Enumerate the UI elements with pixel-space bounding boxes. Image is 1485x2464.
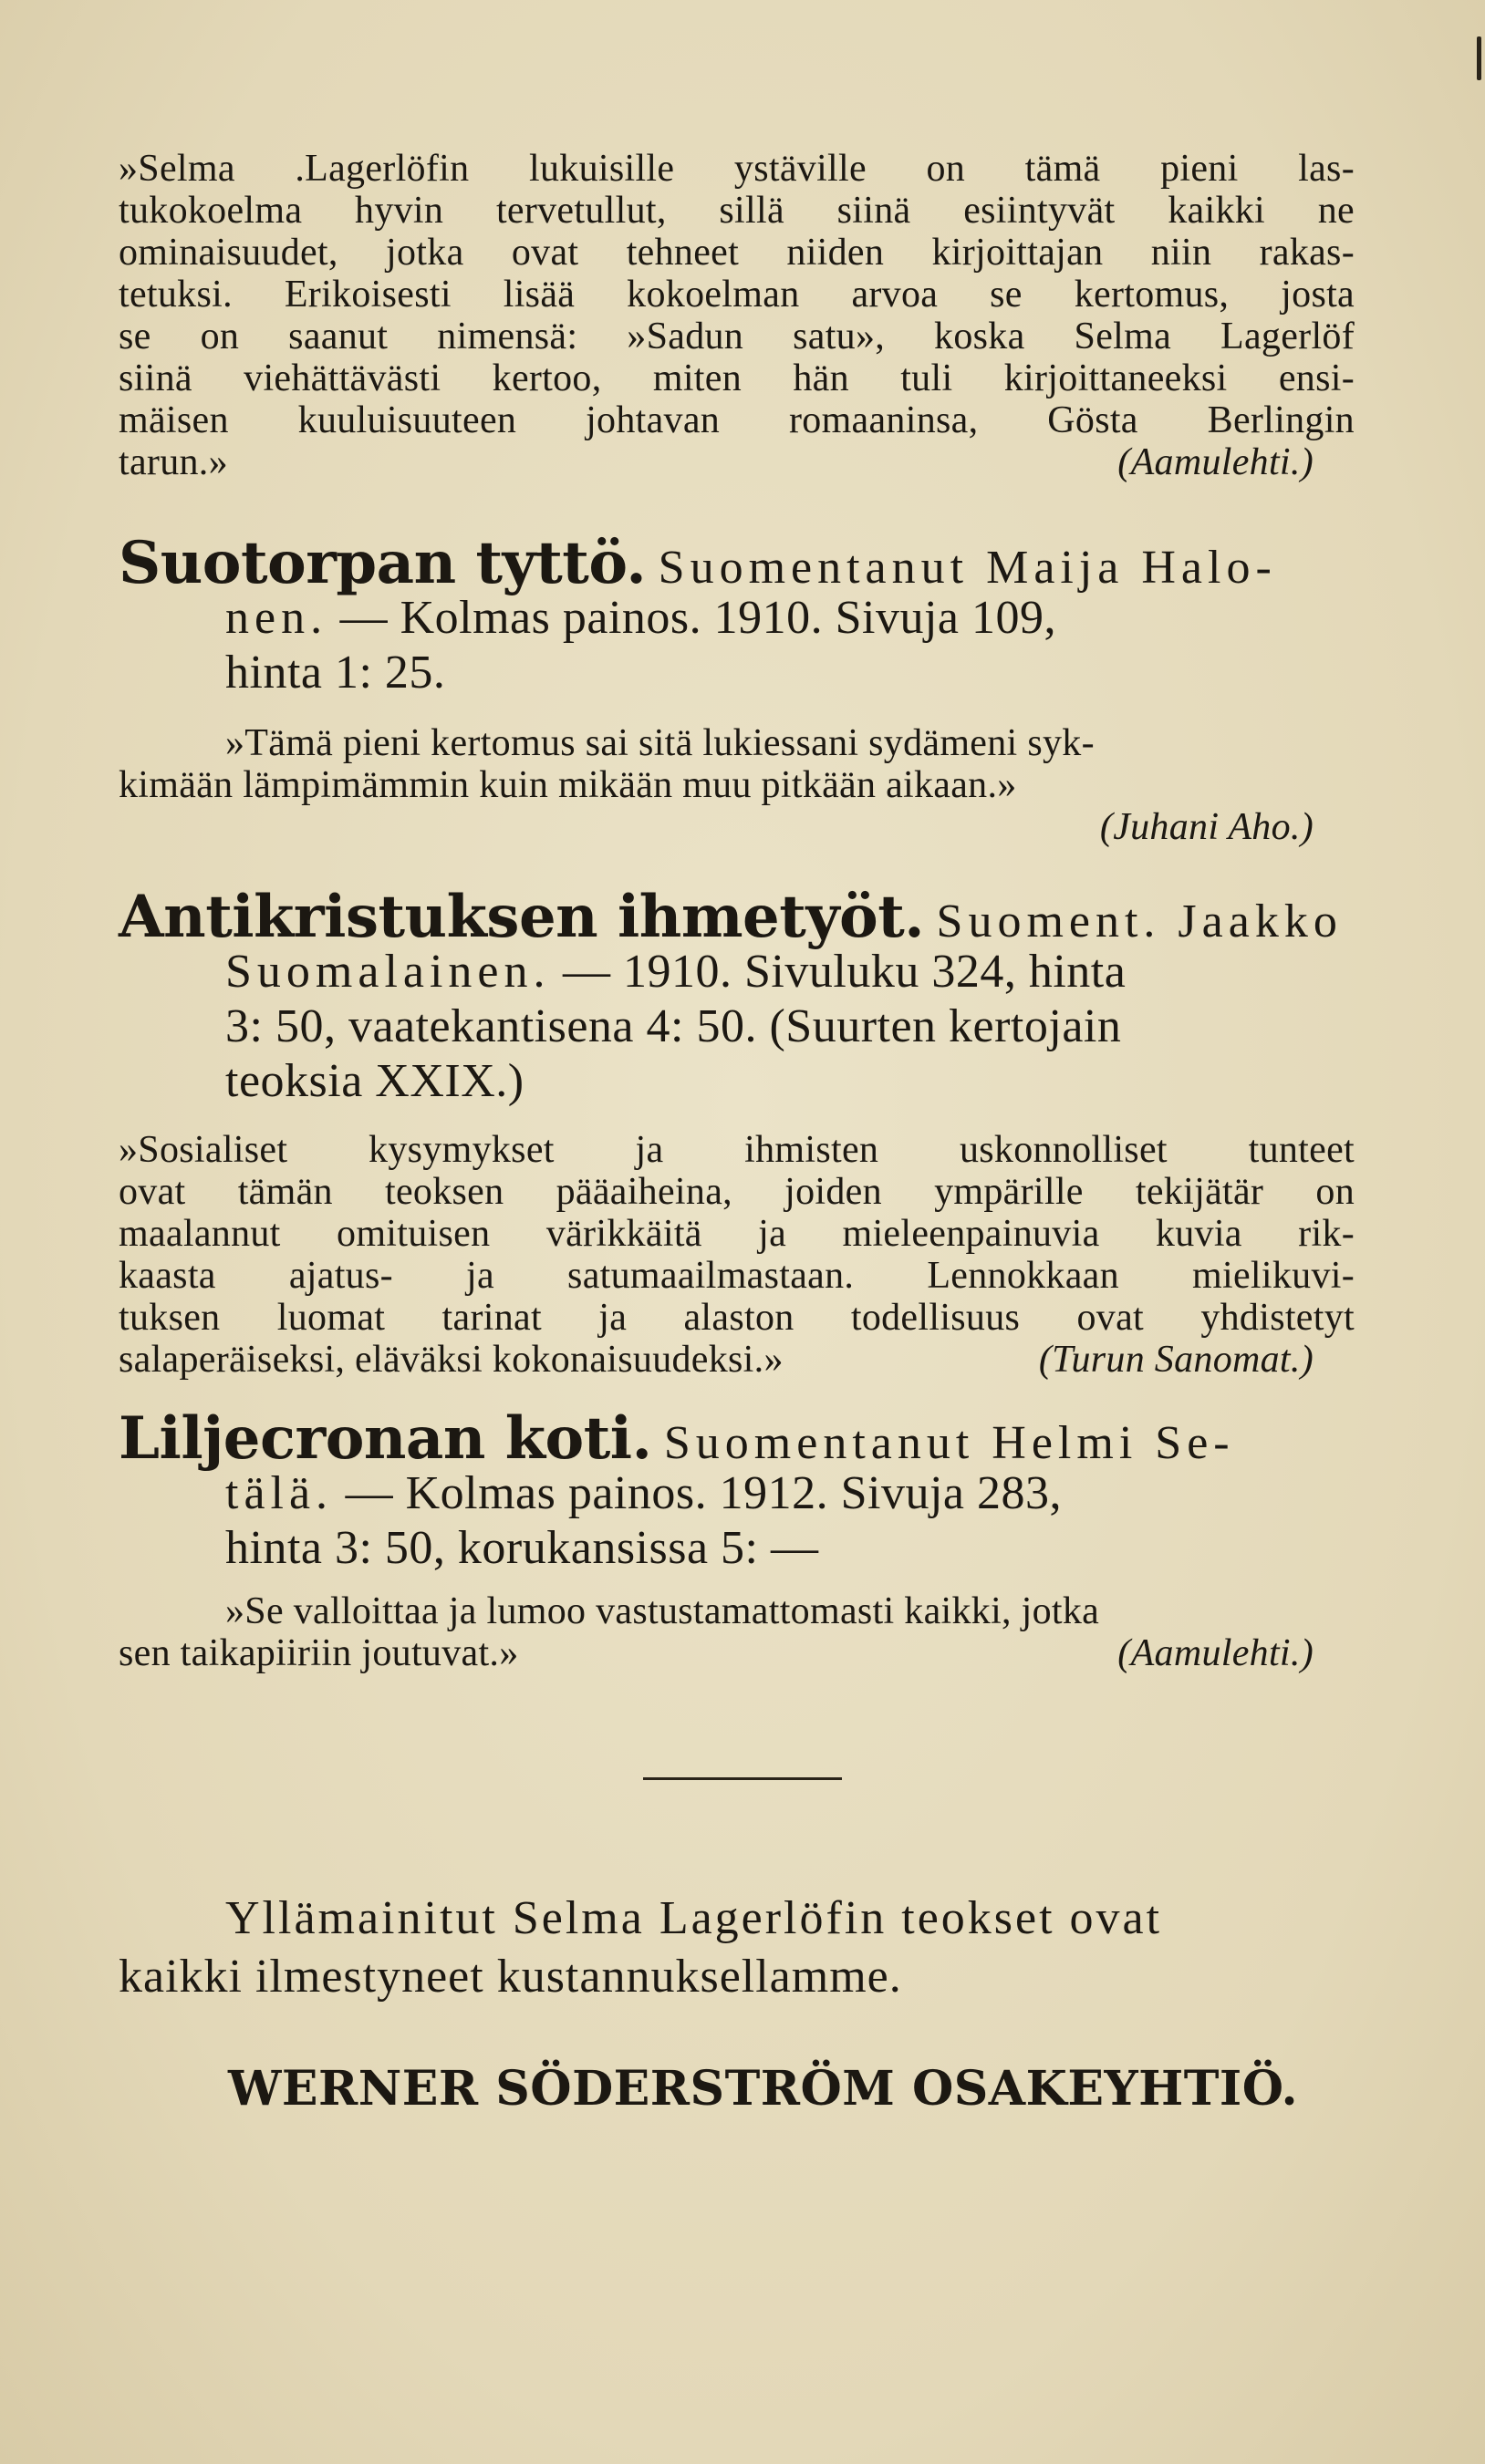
publisher-name: WERNER SÖDERSTRÖM OSAKEYHTIÖ.	[228, 2061, 1299, 2117]
entry-head-line: 3: 50, vaatekantisena 4: 50. (Suurten kertojain	[225, 1000, 1122, 1052]
closing-statement	[119, 1889, 1355, 2006]
review-source: (Juhani Aho.)	[1099, 806, 1314, 848]
book-title: Suotorpan tyttö.	[119, 529, 647, 597]
translator-text: Suomentanut Helmi Se-	[663, 1417, 1235, 1469]
entry-head-line	[119, 883, 1355, 951]
review-source-line	[119, 806, 1355, 848]
entry-head-line: hinta 1: 25.	[225, 647, 446, 699]
entry-review	[119, 1129, 1355, 1381]
entry-head-line	[119, 529, 1355, 597]
review-line: ominaisuudet, jotka ovat tehneet niiden kirjoittajan niin rakas-	[119, 232, 1355, 274]
review-last-line	[119, 441, 1355, 483]
review-text: sen taikapiiriin joutuvat.»	[119, 1632, 519, 1674]
review-text: tarun.»	[119, 441, 228, 483]
review-source: (Aamulehti.)	[1117, 1632, 1314, 1674]
book-title: Liljecronan koti.	[119, 1404, 652, 1473]
book-entry-antikristuksen-ihmetyot	[119, 883, 1355, 1109]
review-line: kaasta ajatus- ja satumaailmastaan. Lennokkaan mielikuvi-	[119, 1255, 1355, 1297]
review-line: »Selma .Lagerlöfin lukuisille ystäville on tämä pieni las-	[119, 148, 1355, 190]
review-line: maalannut omituisen värikkäitä ja mieleenpainuvia kuvia rik-	[119, 1213, 1355, 1255]
review-text: »Tämä pieni kertomus sai sitä lukiessani sydämeni syk-	[225, 722, 1095, 764]
book-entry-liljecronan-koti	[119, 1404, 1355, 1576]
translator-text: Suomalainen.	[225, 946, 551, 998]
translator-text: tälä.	[225, 1467, 334, 1519]
entry-head-line: hinta 3: 50, korukansissa 5: —	[225, 1522, 819, 1574]
review-line: tukokoelma hyvin tervetullut, sillä siinä esiintyvät kaikki ne	[119, 190, 1355, 232]
review-line: kimään lämpimämmin kuin mikään muu pitkään aikaan.»	[119, 764, 1017, 806]
edition-text: — Kolmas painos. 1912. Sivuja 283,	[345, 1467, 1062, 1519]
book-title: Antikristuksen ihmetyöt.	[119, 883, 925, 951]
review-last-line	[119, 1339, 1355, 1381]
review-source: (Turun Sanomat.)	[1038, 1339, 1314, 1381]
review-text: salaperäiseksi, eläväksi kokonaisuudeksi.»	[119, 1339, 784, 1381]
entry-head-line	[119, 1404, 1355, 1473]
review-line: tuksen luomat tarinat ja alaston todellisuus ovat yhdistetyt	[119, 1297, 1355, 1339]
review-line: siinä viehättävästi kertoo, miten hän tuli kirjoittaneeksi ensi-	[119, 357, 1355, 399]
intro-review	[119, 148, 1355, 483]
entry-head-line	[119, 945, 1355, 999]
review-line: ovat tämän teoksen pääaiheina, joiden ympärille tekijätär on	[119, 1171, 1355, 1213]
review-line	[119, 1590, 1355, 1632]
entry-head-line: teoksia XXIX.)	[225, 1055, 524, 1107]
entry-review	[119, 722, 1355, 848]
review-line: se on saanut nimensä: »Sadun satu», koska Selma Lagerlöf	[119, 316, 1355, 357]
page-edge-mark	[1477, 36, 1481, 80]
review-line: »Sosialiset kysymykset ja ihmisten uskonnolliset tunteet	[119, 1129, 1355, 1171]
translator-text: Suomentanut Maija Halo-	[658, 542, 1277, 594]
separator-rule	[643, 1777, 842, 1780]
review-line	[119, 722, 1355, 764]
review-source: (Aamulehti.)	[1117, 441, 1314, 483]
review-last-line	[119, 1632, 1355, 1674]
review-text: »Se valloittaa ja lumoo vastustamattomasti kaikki, jotka	[225, 1590, 1100, 1632]
review-line: mäisen kuuluisuuteen johtavan romaaninsa, Gösta Berlingin	[119, 399, 1355, 441]
translator-name: Suoment. Jaakko	[936, 896, 1343, 947]
closing-line: kaikki ilmestyneet kustannuksellamme.	[119, 1951, 902, 2003]
entry-head-line	[119, 591, 1355, 646]
entry-head-line	[119, 1466, 1355, 1521]
entry-review	[119, 1590, 1355, 1674]
translator-text	[937, 896, 1343, 947]
translator-text: nen.	[225, 592, 328, 644]
edition-text: — Kolmas painos. 1910. Sivuja 109,	[339, 592, 1057, 644]
edition-text: — 1910. Sivuluku 324, hinta	[563, 946, 1127, 998]
closing-line: Yllämainitut Selma Lagerlöfin teokset ovat	[225, 1892, 1163, 1944]
book-entry-suotorpan-tytto	[119, 529, 1355, 700]
review-line: tetuksi. Erikoisesti lisää kokoelman arvoa se kertomus, josta	[119, 274, 1355, 316]
